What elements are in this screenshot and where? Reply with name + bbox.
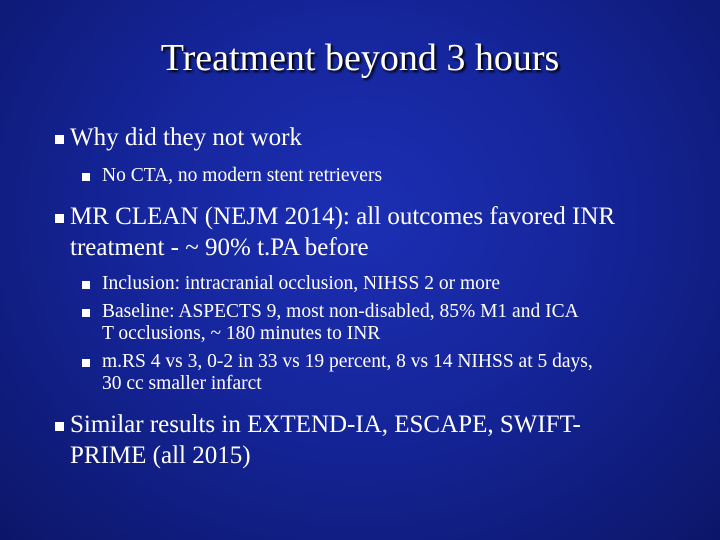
sub-bullet-item — [44, 165, 684, 187]
sub-bullet-text-line1: m.RS 4 vs 3, 0-2 in 33 vs 19 percent, 8 vs 14 NIHSS at 5 days, — [102, 351, 593, 372]
bullet-text-line2: PRIME (all 2015) — [70, 442, 251, 469]
sub-bullet-text-line1: Baseline: ASPECTS 9, most non-disabled, 85% M1 and ICA — [102, 301, 579, 322]
square-bullet-icon — [55, 214, 64, 223]
slide-body — [44, 122, 684, 471]
sub-bullet-item — [44, 301, 684, 345]
sub-bullet-item — [44, 351, 684, 395]
sub-bullet-text: Inclusion: intracranial occlusion, NIHSS 2 or more — [102, 273, 501, 294]
sub-bullet-text-line2: T occlusions, ~ 180 minutes to INR — [102, 323, 381, 344]
bullet-item-similar-results — [44, 409, 684, 471]
slide-title: Treatment beyond 3 hours — [160, 37, 560, 79]
square-bullet-icon — [82, 281, 90, 289]
sub-bullet-item — [44, 273, 684, 295]
bullet-item-mr-clean — [44, 201, 684, 263]
sub-bullet-text-line2: 30 cc smaller infarct — [102, 373, 262, 394]
bullet-text-line1: MR CLEAN (NEJM 2014): all outcomes favored INR — [70, 203, 616, 230]
bullet-text-line2: treatment - ~ 90% t.PA before — [70, 234, 369, 261]
square-bullet-icon — [82, 309, 90, 317]
bullet-text: Why did they not work — [70, 124, 302, 151]
sub-bullet-text: No CTA, no modern stent retrievers — [102, 165, 383, 186]
bullet-item-why — [44, 122, 684, 153]
square-bullet-icon — [55, 135, 64, 144]
square-bullet-icon — [55, 422, 64, 431]
square-bullet-icon — [82, 173, 90, 181]
bullet-text-line1: Similar results in EXTEND-IA, ESCAPE, SWIFT- — [70, 411, 581, 438]
square-bullet-icon — [82, 359, 90, 367]
